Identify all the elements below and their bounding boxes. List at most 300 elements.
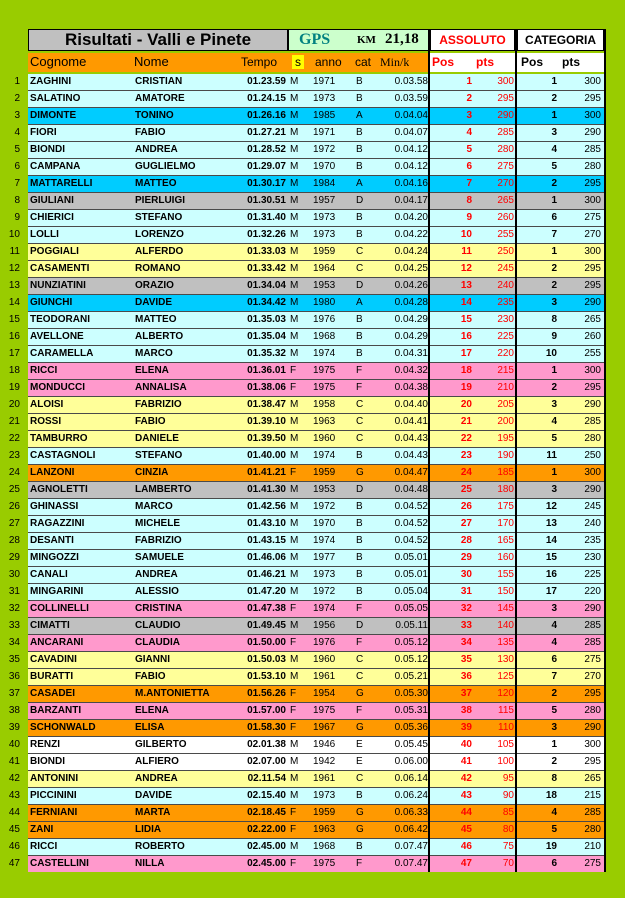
cell-anno: 1970 bbox=[313, 161, 336, 172]
cell-cpos: 3 bbox=[551, 127, 557, 138]
row-number: 8 bbox=[14, 195, 20, 206]
cell-pos: 16 bbox=[460, 331, 472, 342]
table-row bbox=[0, 448, 625, 465]
row-number: 26 bbox=[8, 501, 20, 512]
row-number: 22 bbox=[8, 433, 20, 444]
cell-nome: SAMUELE bbox=[135, 552, 184, 563]
cell-anno: 1974 bbox=[313, 535, 336, 546]
cell-pts: 100 bbox=[497, 756, 514, 767]
table-row bbox=[0, 227, 625, 244]
cell-cat: B bbox=[356, 144, 363, 155]
cell-cpos: 4 bbox=[551, 620, 557, 631]
cell-anno: 1973 bbox=[313, 93, 336, 104]
cell-pts: 195 bbox=[497, 433, 514, 444]
cell-tempo: 01.26.16 bbox=[247, 110, 286, 121]
cell-anno: 1972 bbox=[313, 586, 336, 597]
cell-s: M bbox=[290, 297, 299, 308]
table-row bbox=[0, 567, 625, 584]
cell-pos: 38 bbox=[460, 705, 472, 716]
cell-cognome: ZAGHINI bbox=[30, 76, 72, 87]
cell-cpts: 225 bbox=[584, 569, 601, 580]
cell-anno: 1956 bbox=[313, 620, 336, 631]
cell-cpts: 300 bbox=[584, 195, 601, 206]
cell-cpts: 280 bbox=[584, 705, 601, 716]
cell-pts: 160 bbox=[497, 552, 514, 563]
cell-s: M bbox=[290, 841, 299, 852]
assoluto-header bbox=[430, 29, 515, 51]
cell-cpts: 300 bbox=[584, 76, 601, 87]
cell-tempo: 01.34.42 bbox=[247, 297, 286, 308]
cell-cpos: 1 bbox=[551, 246, 557, 257]
cell-pos: 37 bbox=[460, 688, 472, 699]
cell-cpts: 275 bbox=[584, 212, 601, 223]
page-title: Risultati - Valli e Pinete bbox=[64, 30, 252, 49]
cell-tempo: 01.50.03 bbox=[247, 654, 286, 665]
cell-nome: PIERLUIGI bbox=[135, 195, 186, 206]
cell-cognome: CASTAGNOLI bbox=[30, 450, 96, 461]
cell-s: M bbox=[290, 671, 299, 682]
cell-cpos: 14 bbox=[545, 535, 557, 546]
cell-mink: 0.04.26 bbox=[394, 280, 428, 291]
table-row bbox=[0, 142, 625, 159]
cell-pos: 26 bbox=[460, 501, 472, 512]
cell-cpts: 290 bbox=[584, 297, 601, 308]
cell-s: M bbox=[290, 790, 299, 801]
cell-tempo: 01.41.21 bbox=[247, 467, 286, 478]
cell-anno: 1972 bbox=[313, 144, 336, 155]
cell-cpos: 3 bbox=[551, 722, 557, 733]
cell-s: F bbox=[290, 807, 297, 818]
separator-right bbox=[604, 29, 606, 872]
cell-s: M bbox=[290, 246, 299, 257]
cell-tempo: 01.24.15 bbox=[247, 93, 286, 104]
cell-cpos: 4 bbox=[551, 416, 557, 427]
cell-pts: 115 bbox=[498, 705, 514, 716]
cell-nome: STEFANO bbox=[135, 212, 183, 223]
table-row bbox=[0, 380, 625, 397]
cell-cpos: 6 bbox=[551, 212, 557, 223]
cell-pts: 290 bbox=[497, 110, 514, 121]
table-row bbox=[0, 465, 625, 482]
cell-pos: 14 bbox=[460, 297, 472, 308]
cell-pos: 5 bbox=[466, 144, 472, 155]
cell-mink: 0.05.30 bbox=[394, 688, 428, 699]
cell-nome: FABRIZIO bbox=[135, 399, 182, 410]
table-row bbox=[0, 652, 625, 669]
cell-mink: 0.04.52 bbox=[394, 501, 428, 512]
cell-anno: 1974 bbox=[313, 603, 336, 614]
cell-anno: 1959 bbox=[313, 807, 336, 818]
cell-pts: 220 bbox=[497, 348, 514, 359]
cell-nome: CLAUDIO bbox=[135, 620, 181, 631]
cell-cpos: 5 bbox=[551, 161, 557, 172]
cell-pts: 295 bbox=[497, 93, 514, 104]
cell-s: F bbox=[290, 637, 297, 648]
cell-pts: 280 bbox=[497, 144, 514, 155]
row-number: 13 bbox=[8, 280, 20, 291]
cell-anno: 1973 bbox=[313, 569, 336, 580]
col-anno: anno bbox=[315, 55, 342, 69]
row-number: 4 bbox=[14, 127, 20, 138]
cell-s: M bbox=[290, 280, 299, 291]
cell-cat: G bbox=[356, 722, 364, 733]
cell-nome: STEFANO bbox=[135, 450, 183, 461]
cell-pos: 35 bbox=[460, 654, 472, 665]
cell-cognome: BIONDI bbox=[30, 144, 65, 155]
table-row bbox=[0, 193, 625, 210]
table-row bbox=[0, 839, 625, 856]
cell-s: M bbox=[290, 127, 299, 138]
cell-pts: 235 bbox=[497, 297, 514, 308]
table-row bbox=[0, 261, 625, 278]
col-pos: Pos bbox=[432, 55, 455, 69]
cell-tempo: 01.38.06 bbox=[247, 382, 286, 393]
cell-s: F bbox=[290, 858, 297, 869]
cell-cat: G bbox=[356, 688, 364, 699]
cell-cognome: CASADEI bbox=[30, 688, 76, 699]
cell-cpos: 7 bbox=[551, 671, 557, 682]
cell-pts: 185 bbox=[497, 467, 514, 478]
cell-s: M bbox=[290, 110, 299, 121]
cell-pos: 45 bbox=[460, 824, 472, 835]
cell-mink: 0.06.14 bbox=[394, 773, 428, 784]
table-row bbox=[0, 805, 625, 822]
cell-pos: 2 bbox=[466, 93, 472, 104]
cell-mink: 0.07.47 bbox=[394, 841, 428, 852]
cell-anno: 1954 bbox=[313, 688, 336, 699]
table-row bbox=[0, 91, 625, 108]
cell-anno: 1977 bbox=[313, 552, 336, 563]
cell-nome: GUGLIELMO bbox=[135, 161, 196, 172]
cell-cat: B bbox=[356, 552, 363, 563]
cell-tempo: 01.46.21 bbox=[247, 569, 286, 580]
cell-pos: 27 bbox=[460, 518, 472, 529]
cell-cpts: 300 bbox=[584, 467, 601, 478]
cell-nome: M.ANTONIETTA bbox=[135, 688, 210, 699]
cell-mink: 0.03.59 bbox=[394, 93, 428, 104]
cell-cpts: 275 bbox=[584, 654, 601, 665]
cell-cognome: PICCININI bbox=[30, 790, 77, 801]
cell-cognome: AGNOLETTI bbox=[30, 484, 88, 495]
cell-cognome: MINGOZZI bbox=[30, 552, 79, 563]
cell-mink: 0.04.52 bbox=[394, 535, 428, 546]
cell-tempo: 01.49.45 bbox=[247, 620, 286, 631]
cell-pos: 24 bbox=[460, 467, 472, 478]
cell-tempo: 01.35.03 bbox=[247, 314, 286, 325]
cell-nome: ANNALISA bbox=[135, 382, 187, 393]
cell-pos: 6 bbox=[466, 161, 472, 172]
cell-nome: ELENA bbox=[135, 705, 169, 716]
table-row bbox=[0, 720, 625, 737]
cell-cpos: 1 bbox=[551, 739, 557, 750]
row-number: 27 bbox=[8, 518, 20, 529]
col-s: s bbox=[292, 55, 304, 69]
cell-s: M bbox=[290, 76, 299, 87]
cell-cpts: 300 bbox=[584, 365, 601, 376]
cell-anno: 1953 bbox=[313, 280, 336, 291]
cell-mink: 0.04.04 bbox=[394, 110, 428, 121]
row-number: 41 bbox=[8, 756, 20, 767]
cell-nome: ANDREA bbox=[135, 569, 178, 580]
cell-nome: MATTEO bbox=[135, 314, 177, 325]
gps-cell bbox=[288, 29, 430, 51]
row-number: 25 bbox=[8, 484, 20, 495]
cell-cognome: AVELLONE bbox=[30, 331, 84, 342]
cell-s: M bbox=[290, 433, 299, 444]
cell-nome: AMATORE bbox=[135, 93, 185, 104]
row-number: 1 bbox=[14, 76, 20, 87]
cell-mink: 0.04.29 bbox=[394, 331, 428, 342]
cell-s: M bbox=[290, 348, 299, 359]
cell-cpos: 8 bbox=[551, 773, 557, 784]
separator-left bbox=[428, 29, 430, 872]
cell-cpos: 2 bbox=[551, 756, 557, 767]
cell-cat: F bbox=[356, 637, 363, 648]
cell-nome: ALBERTO bbox=[135, 331, 184, 342]
gps-label: GPS bbox=[299, 31, 331, 48]
row-number: 43 bbox=[8, 790, 20, 801]
cell-mink: 0.04.24 bbox=[394, 246, 428, 257]
cell-cpos: 1 bbox=[551, 365, 557, 376]
cell-cpos: 5 bbox=[551, 433, 557, 444]
cell-nome: FABIO bbox=[135, 416, 166, 427]
cell-cognome: DESANTI bbox=[30, 535, 74, 546]
cell-tempo: 01.34.04 bbox=[247, 280, 286, 291]
cell-s: F bbox=[290, 365, 297, 376]
row-number: 30 bbox=[8, 569, 20, 580]
cell-cat: B bbox=[356, 76, 363, 87]
cell-tempo: 01.41.30 bbox=[247, 484, 286, 495]
cell-s: M bbox=[290, 416, 299, 427]
row-number: 2 bbox=[14, 93, 20, 104]
table-row bbox=[0, 669, 625, 686]
cell-pos: 11 bbox=[461, 246, 472, 257]
cell-tempo: 01.36.01 bbox=[247, 365, 286, 376]
cell-cpts: 245 bbox=[584, 501, 601, 512]
cell-cpts: 295 bbox=[584, 382, 601, 393]
cell-cat: A bbox=[356, 110, 363, 121]
cell-anno: 1946 bbox=[313, 739, 336, 750]
cell-nome: ELENA bbox=[135, 365, 169, 376]
cell-anno: 1957 bbox=[313, 195, 336, 206]
cell-cpts: 290 bbox=[584, 399, 601, 410]
cell-cognome: SCHONWALD bbox=[30, 722, 96, 733]
row-number: 16 bbox=[8, 331, 20, 342]
cell-cognome: FIORI bbox=[30, 127, 57, 138]
cell-anno: 1973 bbox=[313, 212, 336, 223]
cell-pts: 250 bbox=[497, 246, 514, 257]
table-row bbox=[0, 686, 625, 703]
cell-nome: LIDIA bbox=[135, 824, 162, 835]
table-row bbox=[0, 278, 625, 295]
cell-pos: 15 bbox=[460, 314, 472, 325]
bottom-band bbox=[27, 872, 625, 898]
cell-mink: 0.06.00 bbox=[394, 756, 428, 767]
cell-cpos: 16 bbox=[545, 569, 557, 580]
cell-nome: ELISA bbox=[135, 722, 165, 733]
cell-tempo: 01.43.15 bbox=[247, 535, 286, 546]
cell-cognome: BIONDI bbox=[30, 756, 65, 767]
cell-cpts: 300 bbox=[584, 246, 601, 257]
cell-pos: 12 bbox=[460, 263, 472, 274]
cell-nome: CINZIA bbox=[135, 467, 169, 478]
cell-anno: 1968 bbox=[313, 331, 336, 342]
cell-anno: 1959 bbox=[313, 246, 336, 257]
cell-cat: A bbox=[356, 297, 363, 308]
cell-cat: G bbox=[356, 807, 364, 818]
row-number: 42 bbox=[8, 773, 20, 784]
table-row bbox=[0, 244, 625, 261]
cell-cpos: 8 bbox=[551, 314, 557, 325]
cell-cpos: 4 bbox=[551, 637, 557, 648]
table-row bbox=[0, 550, 625, 567]
cell-cat: C bbox=[356, 654, 364, 665]
row-number: 3 bbox=[14, 110, 20, 121]
cell-mink: 0.04.17 bbox=[394, 195, 428, 206]
cell-tempo: 01.33.42 bbox=[247, 263, 286, 274]
cell-mink: 0.05.01 bbox=[394, 569, 428, 580]
cell-cpos: 3 bbox=[551, 603, 557, 614]
cell-pts: 230 bbox=[497, 314, 514, 325]
cell-cpos: 5 bbox=[551, 705, 557, 716]
cell-cpts: 215 bbox=[584, 790, 601, 801]
cell-cpts: 250 bbox=[584, 450, 601, 461]
cell-cognome: CAVADINI bbox=[30, 654, 77, 665]
right-band bbox=[609, 0, 625, 898]
cell-cat: B bbox=[356, 348, 363, 359]
cell-mink: 0.04.32 bbox=[394, 365, 428, 376]
cell-s: M bbox=[290, 331, 299, 342]
cell-cat: E bbox=[356, 739, 363, 750]
cell-cpos: 2 bbox=[551, 280, 557, 291]
km-label: KM bbox=[357, 34, 376, 46]
cell-tempo: 01.47.20 bbox=[247, 586, 286, 597]
cell-pos: 30 bbox=[460, 569, 472, 580]
cell-pos: 40 bbox=[460, 739, 472, 750]
cell-cat: F bbox=[356, 603, 363, 614]
cell-cognome: SALATINO bbox=[30, 93, 81, 104]
cell-cpts: 295 bbox=[584, 263, 601, 274]
cell-tempo: 01.53.10 bbox=[247, 671, 286, 682]
table-row bbox=[0, 771, 625, 788]
row-number: 32 bbox=[8, 603, 20, 614]
cell-anno: 1980 bbox=[313, 297, 336, 308]
cell-tempo: 01.57.00 bbox=[247, 705, 286, 716]
cell-anno: 1975 bbox=[313, 382, 336, 393]
cell-anno: 1985 bbox=[313, 110, 336, 121]
cell-nome: MARCO bbox=[135, 348, 173, 359]
cell-nome: DAVIDE bbox=[135, 297, 173, 308]
row-number: 35 bbox=[8, 654, 20, 665]
cell-cpts: 280 bbox=[584, 161, 601, 172]
cell-nome: MICHELE bbox=[135, 518, 180, 529]
cell-tempo: 01.35.04 bbox=[247, 331, 286, 342]
row-number: 29 bbox=[8, 552, 20, 563]
cell-cognome: ROSSI bbox=[30, 416, 62, 427]
cell-nome: FABIO bbox=[135, 127, 166, 138]
row-number: 36 bbox=[8, 671, 20, 682]
cell-tempo: 01.39.10 bbox=[247, 416, 286, 427]
cell-mink: 0.05.01 bbox=[394, 552, 428, 563]
row-number: 39 bbox=[8, 722, 20, 733]
cell-cat: C bbox=[356, 416, 364, 427]
cell-cpts: 270 bbox=[584, 671, 601, 682]
row-number: 47 bbox=[8, 858, 20, 869]
row-number: 21 bbox=[8, 416, 20, 427]
cell-pts: 245 bbox=[497, 263, 514, 274]
cell-pos: 25 bbox=[460, 484, 472, 495]
cell-tempo: 01.23.59 bbox=[247, 76, 286, 87]
cell-cpts: 265 bbox=[584, 773, 601, 784]
cell-pts: 80 bbox=[502, 824, 514, 835]
cell-cat: C bbox=[356, 433, 364, 444]
cell-cognome: ANCARANI bbox=[30, 637, 84, 648]
cell-pos: 32 bbox=[460, 603, 472, 614]
cell-cognome: GHINASSI bbox=[30, 501, 79, 512]
row-number: 5 bbox=[14, 144, 20, 155]
cell-anno: 1974 bbox=[313, 348, 336, 359]
cell-pos: 22 bbox=[460, 433, 472, 444]
cell-cognome: RENZI bbox=[30, 739, 60, 750]
cell-cpos: 1 bbox=[551, 76, 557, 87]
cell-nome: DANIELE bbox=[135, 433, 179, 444]
cell-pts: 105 bbox=[497, 739, 514, 750]
row-number: 38 bbox=[8, 705, 20, 716]
cell-nome: ALFIERO bbox=[135, 756, 179, 767]
cell-s: M bbox=[290, 195, 299, 206]
cell-pts: 150 bbox=[497, 586, 514, 597]
cell-pos: 3 bbox=[466, 110, 472, 121]
cell-s: M bbox=[290, 144, 299, 155]
table-row bbox=[0, 295, 625, 312]
table-row bbox=[0, 397, 625, 414]
table-row bbox=[0, 431, 625, 448]
cell-cognome: COLLINELLI bbox=[30, 603, 89, 614]
cell-cognome: NUNZIATINI bbox=[30, 280, 86, 291]
cell-pos: 7 bbox=[466, 178, 472, 189]
cell-anno: 1971 bbox=[313, 127, 336, 138]
cell-tempo: 01.32.26 bbox=[247, 229, 286, 240]
cell-cat: B bbox=[356, 127, 363, 138]
cell-pos: 18 bbox=[460, 365, 472, 376]
cell-mink: 0.04.07 bbox=[394, 127, 428, 138]
cell-tempo: 01.47.38 bbox=[247, 603, 286, 614]
cell-cognome: ZANI bbox=[30, 824, 54, 835]
cell-nome: ANDREA bbox=[135, 773, 178, 784]
cell-s: F bbox=[290, 824, 297, 835]
cell-cognome: CASTELLINI bbox=[30, 858, 89, 869]
cell-pos: 39 bbox=[460, 722, 472, 733]
cell-mink: 0.06.33 bbox=[394, 807, 428, 818]
cell-cpos: 2 bbox=[551, 382, 557, 393]
cell-nome: ALESSIO bbox=[135, 586, 179, 597]
table-row bbox=[0, 346, 625, 363]
cell-cpos: 13 bbox=[545, 518, 557, 529]
cell-mink: 0.04.28 bbox=[394, 297, 428, 308]
table-row bbox=[0, 822, 625, 839]
cell-pos: 20 bbox=[460, 399, 472, 410]
cell-pts: 260 bbox=[497, 212, 514, 223]
cell-nome: GIANNI bbox=[135, 654, 170, 665]
cell-s: F bbox=[290, 705, 297, 716]
cell-mink: 0.05.45 bbox=[394, 739, 428, 750]
cell-pos: 41 bbox=[460, 756, 472, 767]
cell-mink: 0.04.16 bbox=[394, 178, 428, 189]
cell-pts: 265 bbox=[497, 195, 514, 206]
cell-cpos: 3 bbox=[551, 297, 557, 308]
cell-cat: A bbox=[356, 178, 363, 189]
cell-anno: 1974 bbox=[313, 450, 336, 461]
